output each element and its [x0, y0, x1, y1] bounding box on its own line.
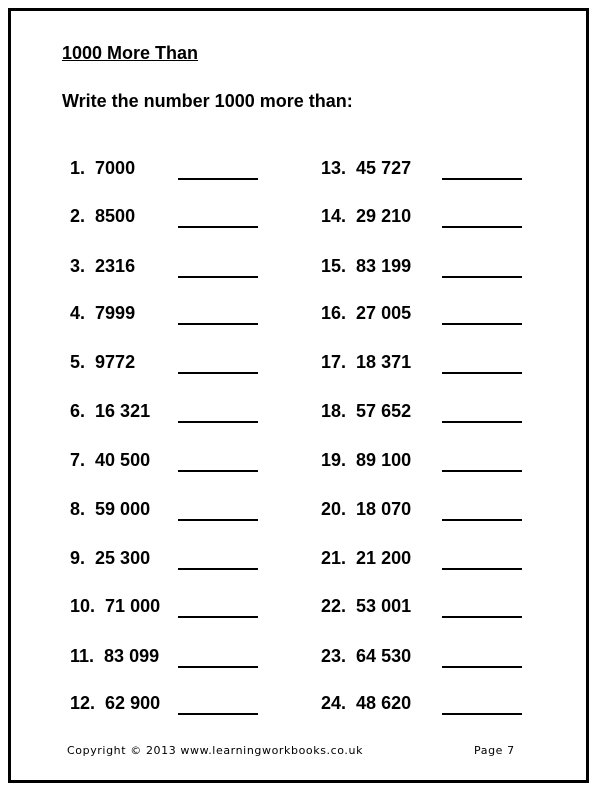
question-value: 71 000: [105, 596, 161, 616]
question-value: 40 500: [95, 450, 151, 470]
answer-blank[interactable]: [178, 323, 258, 325]
question-value: 59 000: [95, 499, 151, 519]
answer-blank[interactable]: [442, 470, 522, 472]
question-item: [70, 693, 160, 714]
question-item: [321, 450, 411, 471]
question-value: 27 005: [356, 303, 412, 323]
answer-blank[interactable]: [178, 226, 258, 228]
question-item: [70, 646, 159, 667]
question-number: 21.: [321, 548, 347, 568]
answer-blank[interactable]: [178, 616, 258, 618]
question-value: 8500: [95, 206, 136, 226]
answer-blank[interactable]: [178, 372, 258, 374]
question-item: [70, 303, 135, 324]
question-value: 89 100: [356, 450, 412, 470]
question-item: [321, 303, 411, 324]
question-item: [321, 352, 411, 373]
question-item: [70, 548, 150, 569]
question-number: 7.: [70, 450, 86, 470]
question-value: 57 652: [356, 401, 412, 421]
question-value: 7999: [95, 303, 136, 323]
page-number: Page 7: [474, 744, 515, 757]
question-number: 9.: [70, 548, 86, 568]
question-value: 62 900: [105, 693, 161, 713]
question-number: 16.: [321, 303, 347, 323]
question-item: [70, 499, 150, 520]
question-number: 11.: [70, 646, 95, 666]
answer-blank[interactable]: [178, 666, 258, 668]
question-item: [70, 256, 135, 277]
question-number: 20.: [321, 499, 347, 519]
question-item: [70, 352, 135, 373]
question-value: 18 070: [356, 499, 412, 519]
question-number: 12.: [70, 693, 96, 713]
answer-blank[interactable]: [178, 713, 258, 715]
question-value: 21 200: [356, 548, 412, 568]
question-value: 2316: [95, 256, 136, 276]
question-item: [321, 401, 411, 422]
question-item: [70, 206, 135, 227]
question-value: 64 530: [356, 646, 412, 666]
question-item: [321, 596, 411, 617]
answer-blank[interactable]: [178, 519, 258, 521]
question-number: 19.: [321, 450, 347, 470]
question-number: 17.: [321, 352, 347, 372]
question-number: 13.: [321, 158, 347, 178]
question-value: 16 321: [95, 401, 151, 421]
question-item: [321, 499, 411, 520]
answer-blank[interactable]: [178, 568, 258, 570]
question-item: [70, 401, 150, 422]
question-number: 23.: [321, 646, 347, 666]
question-number: 10.: [70, 596, 96, 616]
answer-blank[interactable]: [442, 568, 522, 570]
question-number: 5.: [70, 352, 86, 372]
question-number: 1.: [70, 158, 86, 178]
question-item: [70, 158, 135, 179]
question-item: [321, 256, 411, 277]
worksheet-title: 1000 More Than: [62, 43, 199, 63]
answer-blank[interactable]: [442, 323, 522, 325]
question-value: 53 001: [356, 596, 412, 616]
answer-blank[interactable]: [442, 519, 522, 521]
question-item: [321, 158, 411, 179]
question-value: 18 371: [356, 352, 412, 372]
question-number: 14.: [321, 206, 347, 226]
question-number: 22.: [321, 596, 347, 616]
question-item: [321, 548, 411, 569]
question-item: [321, 206, 411, 227]
question-value: 45 727: [356, 158, 412, 178]
question-value: 25 300: [95, 548, 151, 568]
answer-blank[interactable]: [442, 372, 522, 374]
answer-blank[interactable]: [178, 470, 258, 472]
answer-blank[interactable]: [178, 421, 258, 423]
question-item: [70, 450, 150, 471]
answer-blank[interactable]: [442, 276, 522, 278]
question-value: 9772: [95, 352, 136, 372]
question-number: 18.: [321, 401, 347, 421]
question-value: 29 210: [356, 206, 412, 226]
answer-blank[interactable]: [442, 666, 522, 668]
question-value: 7000: [95, 158, 136, 178]
copyright-text: Copyright © 2013 www.learningworkbooks.co.uk: [67, 744, 364, 757]
answer-blank[interactable]: [178, 276, 258, 278]
question-number: 4.: [70, 303, 86, 323]
question-number: 8.: [70, 499, 86, 519]
question-item: [70, 596, 160, 617]
answer-blank[interactable]: [442, 421, 522, 423]
answer-blank[interactable]: [442, 713, 522, 715]
question-item: [321, 646, 411, 667]
instruction-text: Write the number 1000 more than:: [62, 91, 353, 111]
answer-blank[interactable]: [442, 178, 522, 180]
question-number: 6.: [70, 401, 86, 421]
question-number: 15.: [321, 256, 347, 276]
question-number: 2.: [70, 206, 86, 226]
question-value: 48 620: [356, 693, 412, 713]
question-value: 83 099: [104, 646, 160, 666]
question-number: 3.: [70, 256, 86, 276]
answer-blank[interactable]: [442, 226, 522, 228]
question-item: [321, 693, 411, 714]
answer-blank[interactable]: [442, 616, 522, 618]
answer-blank[interactable]: [178, 178, 258, 180]
question-number: 24.: [321, 693, 347, 713]
question-value: 83 199: [356, 256, 412, 276]
